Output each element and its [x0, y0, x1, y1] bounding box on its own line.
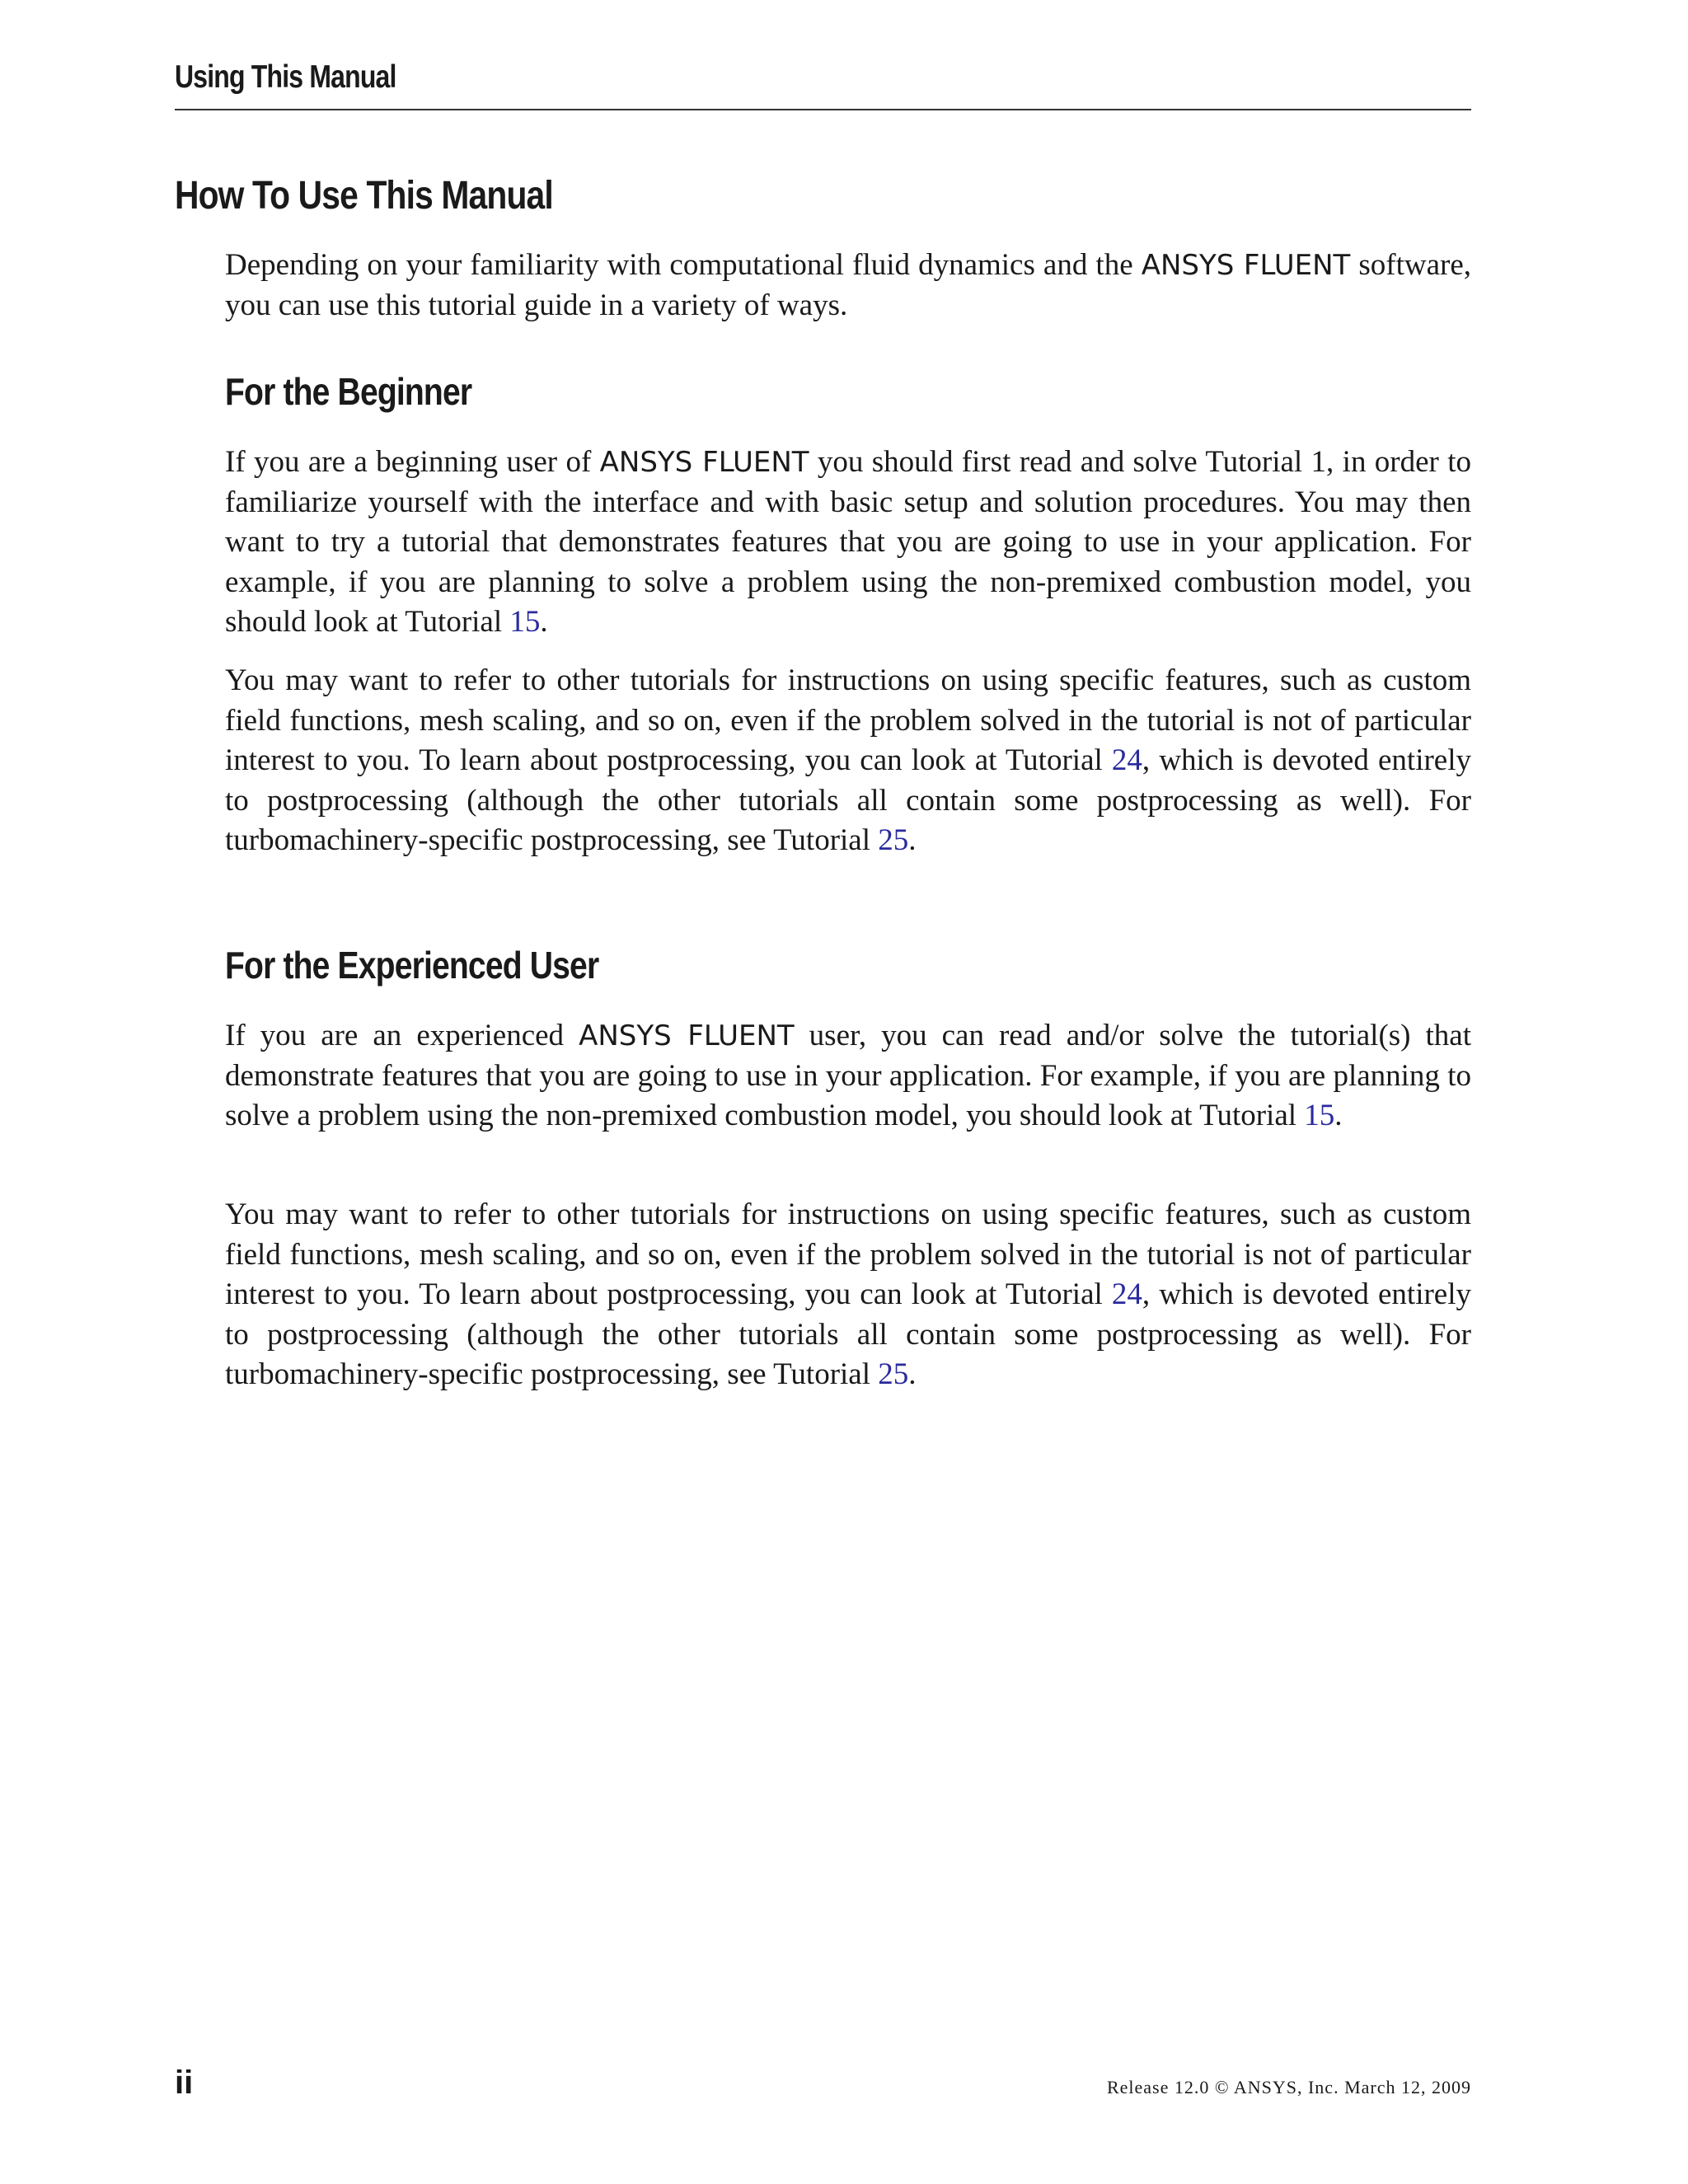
- beginner-heading: For the Beginner: [225, 370, 472, 413]
- tutorial-link-25[interactable]: 25: [878, 823, 909, 857]
- intro-paragraph: Depending on your familiarity with computational fluid dynamics and the ANSYS FLUENT software, you can use this tutorial guide in a variety of ways.: [225, 248, 1472, 322]
- beginner-paragraph-1: If you are a beginning user of ANSYS FLUENT you should first read and solve Tutorial 1, in order to familiarize yourself with the interface and with basic setup and solution procedures. You may then want to try a tutorial that demonstrates features that you are going to use in your application. For example, if you are planning to solve a problem using the non-premixed combustion model, you should look at Tutorial 15.: [225, 445, 1471, 639]
- tutorial-link-15[interactable]: 15: [1304, 1099, 1335, 1132]
- section-title: How To Use This Manual: [175, 174, 553, 218]
- tutorial-link-15[interactable]: 15: [509, 605, 541, 639]
- beginner-paragraph-2: You may want to refer to other tutorials for instructions on using specific features, such as custom field functions, mesh scaling, and so on, even if the problem solved in the tutorial is not of particular interest to you. To learn about postprocessing, you can look at Tutorial 24, which is devoted entirely to postprocessing (although the other tutorials all contain some postprocessing as well). For turbomachinery-specific postprocessing, see Tutorial 25.: [225, 663, 1471, 857]
- release-note: Release 12.0 © ANSYS, Inc. March 12, 2009: [1106, 2077, 1471, 2097]
- tutorial-link-24[interactable]: 24: [1111, 743, 1142, 777]
- experienced-heading: For the Experienced User: [225, 944, 599, 987]
- running-header-title: Using This Manual: [175, 59, 396, 95]
- product-name: ANSYS FLUENT: [1141, 249, 1351, 282]
- product-name: ANSYS FLUENT: [579, 1019, 795, 1052]
- tutorial-link-24[interactable]: 24: [1111, 1277, 1142, 1311]
- experienced-paragraph-2: You may want to refer to other tutorials for instructions on using specific features, such as custom field functions, mesh scaling, and so on, even if the problem solved in the tutorial is not of particular interest to you. To learn about postprocessing, you can look at Tutorial 24, which is devoted entirely to postprocessing (although the other tutorials all contain some postprocessing as well). For turbomachinery-specific postprocessing, see Tutorial 25.: [225, 1197, 1471, 1391]
- experienced-paragraph-1: If you are an experienced ANSYS FLUENT user, you can read and/or solve the tutorial(s) that demonstrate features that you are going to use in your application. For example, if you are planning to solve a problem using the non-premixed combustion model, you should look at Tutorial 15.: [225, 1019, 1471, 1132]
- product-name: ANSYS FLUENT: [599, 446, 809, 479]
- tutorial-link-25[interactable]: 25: [878, 1357, 909, 1391]
- page-number: ii: [175, 2064, 194, 2101]
- running-header: [175, 59, 1471, 110]
